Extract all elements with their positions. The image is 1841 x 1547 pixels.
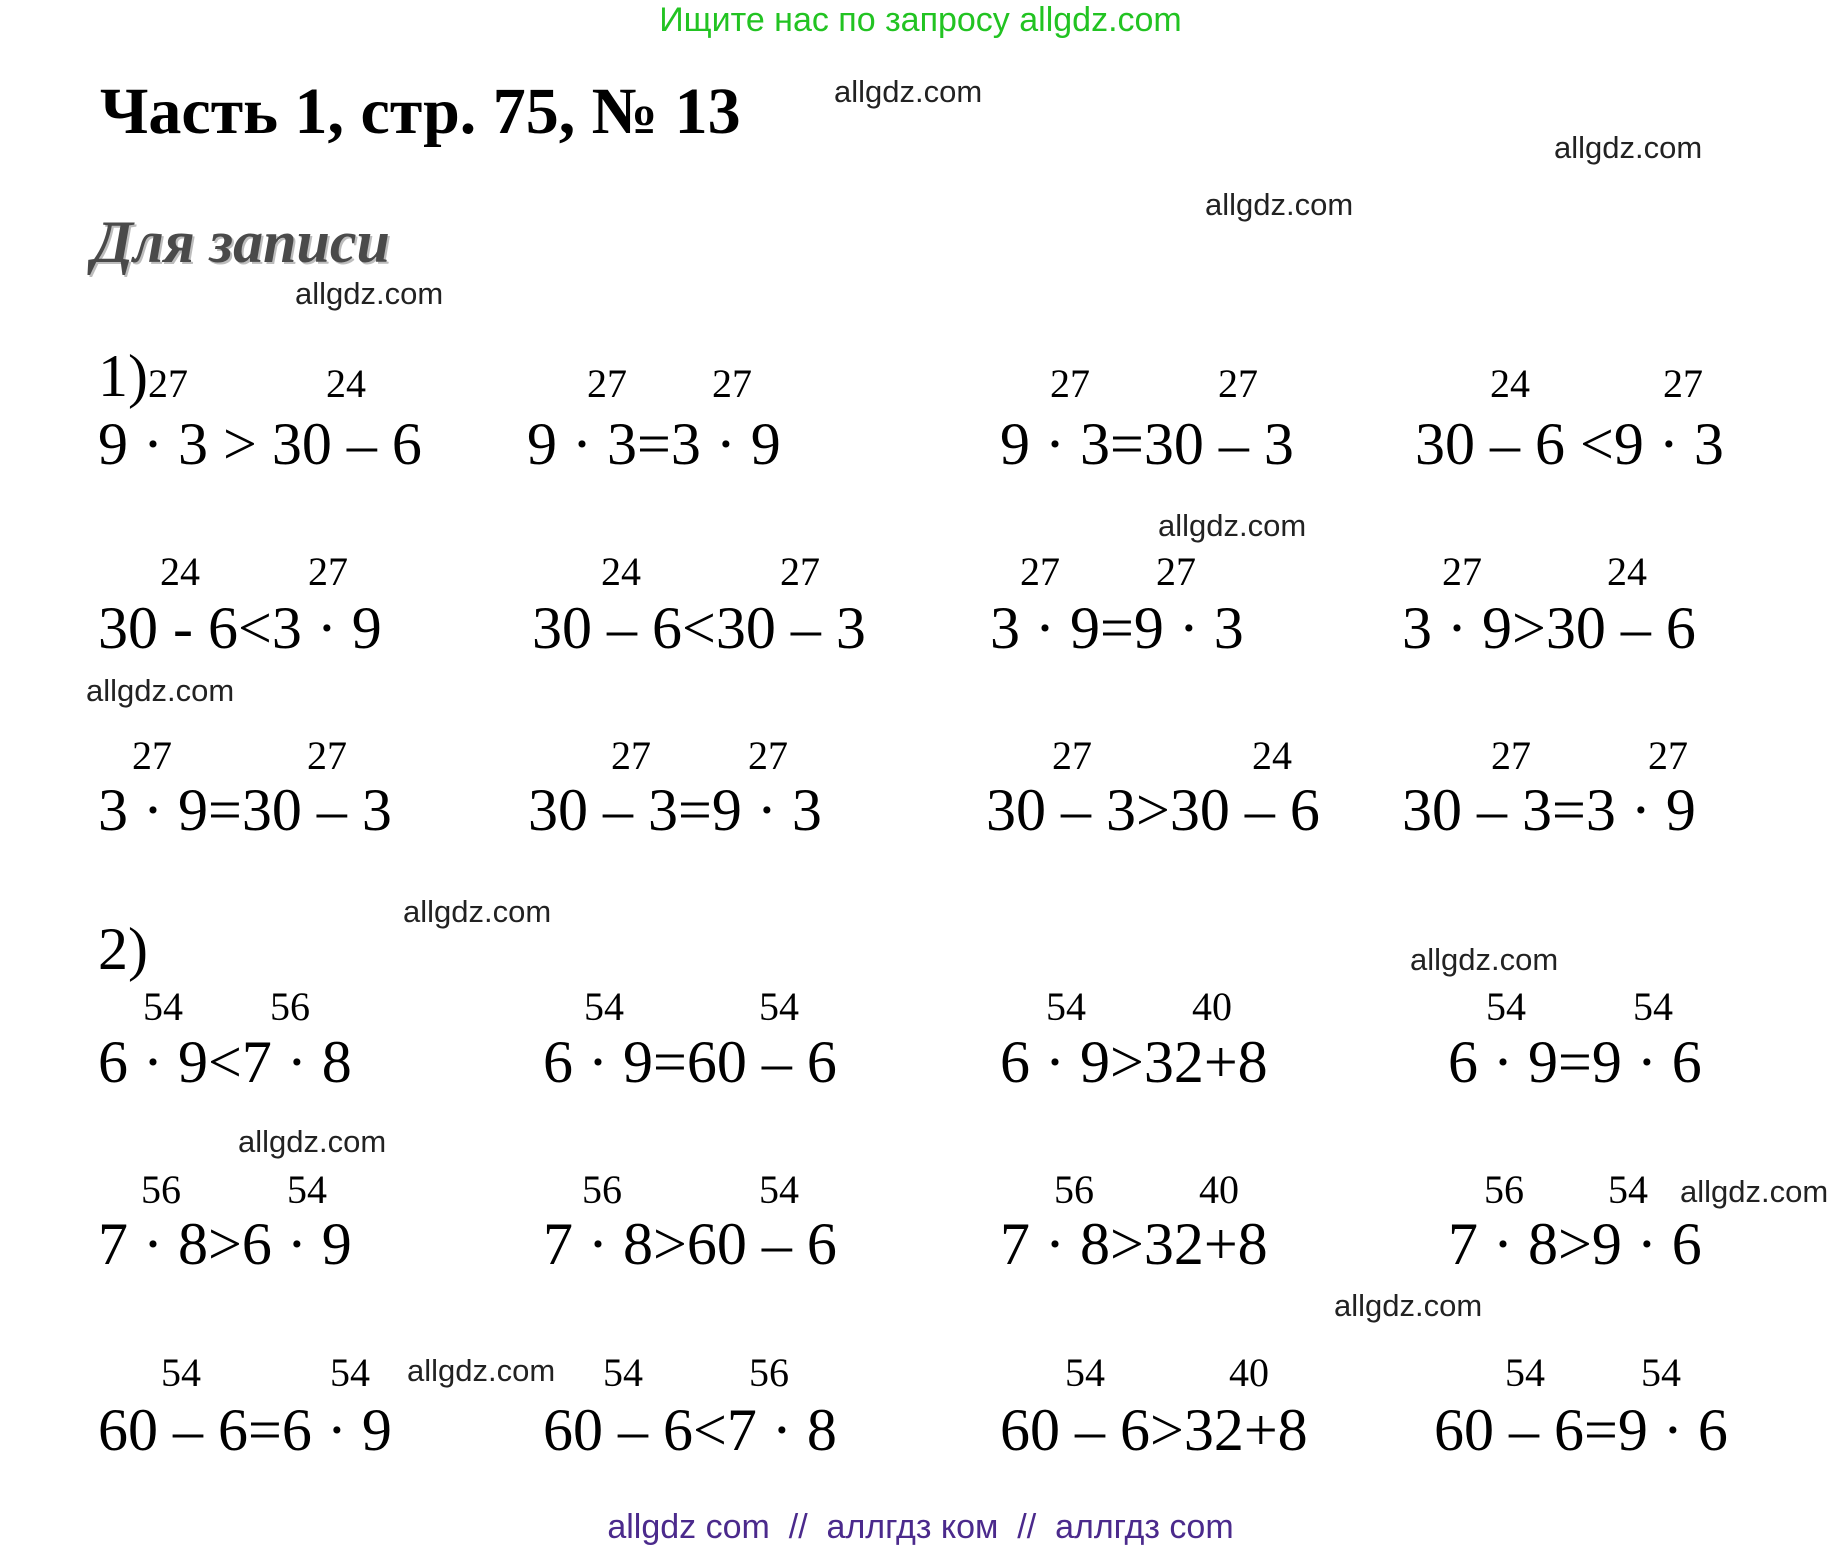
watermark: allgdz.com xyxy=(403,894,552,929)
value-label: 24 xyxy=(160,549,200,594)
value-label: 56 xyxy=(582,1167,622,1212)
value-label: 54 xyxy=(1641,1350,1681,1395)
value-label: 24 xyxy=(1252,733,1292,778)
value-label: 27 xyxy=(587,361,627,406)
value-label: 56 xyxy=(141,1167,181,1212)
comparison: 3 · 9=30 – 3 xyxy=(98,777,392,843)
watermark: allgdz.com xyxy=(238,1124,387,1159)
value-label: 24 xyxy=(601,549,641,594)
value-label: 27 xyxy=(132,733,172,778)
comparison: 60 – 6=9 · 6 xyxy=(1434,1397,1728,1463)
watermark: allgdz.com xyxy=(1554,130,1703,165)
watermark: allgdz.com xyxy=(407,1353,556,1388)
comparison: 30 – 6 <9 · 3 xyxy=(1415,411,1724,477)
comparison: 60 – 6=6 · 9 xyxy=(98,1397,392,1463)
value-label: 40 xyxy=(1229,1350,1269,1395)
value-label: 27 xyxy=(1052,733,1092,778)
watermark: allgdz.com xyxy=(1680,1174,1829,1209)
comparison: 60 – 6>32+8 xyxy=(1000,1397,1308,1463)
comparison: 30 – 3>30 – 6 xyxy=(986,777,1320,843)
value-label: 27 xyxy=(148,361,188,406)
comparison: 7 · 8>6 · 9 xyxy=(98,1211,352,1277)
comparison: 7 · 8>32+8 xyxy=(1000,1211,1268,1277)
value-label: 56 xyxy=(1484,1167,1524,1212)
comparison: 6 · 9>32+8 xyxy=(1000,1029,1268,1095)
section-mark-1: 1) xyxy=(98,343,148,409)
comparison: 30 – 3=9 · 3 xyxy=(528,777,822,843)
comparison: 6 · 9=9 · 6 xyxy=(1448,1029,1702,1095)
comparison: 3 · 9>30 – 6 xyxy=(1402,595,1696,661)
value-label: 54 xyxy=(161,1350,201,1395)
value-label: 24 xyxy=(1490,361,1530,406)
value-label: 27 xyxy=(748,733,788,778)
value-label: 27 xyxy=(712,361,752,406)
value-label: 54 xyxy=(759,1167,799,1212)
value-label: 54 xyxy=(1505,1350,1545,1395)
comparison: 9 · 3=3 · 9 xyxy=(527,411,781,477)
comparison: 9 · 3 > 30 – 6 xyxy=(98,411,422,477)
value-label: 24 xyxy=(1607,549,1647,594)
value-label: 24 xyxy=(326,361,366,406)
comparison: 30 – 6<30 – 3 xyxy=(532,595,866,661)
watermark: allgdz.com xyxy=(1205,187,1354,222)
value-label: 54 xyxy=(143,984,183,1029)
value-label: 27 xyxy=(1442,549,1482,594)
value-label: 27 xyxy=(1050,361,1090,406)
value-label: 54 xyxy=(287,1167,327,1212)
value-label: 54 xyxy=(330,1350,370,1395)
watermark: allgdz.com xyxy=(1334,1288,1483,1323)
watermark: allgdz.com xyxy=(1410,942,1559,977)
comparison: 7 · 8>60 – 6 xyxy=(543,1211,837,1277)
value-label: 27 xyxy=(1648,733,1688,778)
top-banner: Ищите нас по запросу allgdz.com xyxy=(659,1,1182,39)
value-label: 27 xyxy=(780,549,820,594)
watermark: allgdz.com xyxy=(295,276,444,311)
value-label: 54 xyxy=(603,1350,643,1395)
subtitle: Для записи xyxy=(92,209,390,275)
comparison: 30 - 6<3 · 9 xyxy=(98,595,382,661)
value-label: 56 xyxy=(749,1350,789,1395)
value-label: 40 xyxy=(1199,1167,1239,1212)
comparison: 9 · 3=30 – 3 xyxy=(1000,411,1294,477)
footer-links: allgdz com // аллгдз ком // аллгдз com xyxy=(607,1508,1234,1546)
value-label: 27 xyxy=(1491,733,1531,778)
watermark: allgdz.com xyxy=(86,673,235,708)
comparison: 6 · 9=60 – 6 xyxy=(543,1029,837,1095)
comparison: 30 – 3=3 · 9 xyxy=(1402,777,1696,843)
section-mark-2: 2) xyxy=(98,916,148,982)
comparison: 7 · 8>9 · 6 xyxy=(1448,1211,1702,1277)
watermark: allgdz.com xyxy=(1158,508,1307,543)
value-label: 27 xyxy=(611,733,651,778)
value-label: 54 xyxy=(1065,1350,1105,1395)
value-label: 54 xyxy=(759,984,799,1029)
value-label: 27 xyxy=(308,549,348,594)
comparison: 6 · 9<7 · 8 xyxy=(98,1029,352,1095)
value-label: 54 xyxy=(1046,984,1086,1029)
value-label: 54 xyxy=(1633,984,1673,1029)
watermark: allgdz.com xyxy=(834,74,983,109)
page-title: Часть 1, стр. 75, № 13 xyxy=(100,75,741,148)
value-label: 56 xyxy=(1054,1167,1094,1212)
value-label: 27 xyxy=(1663,361,1703,406)
comparison: 60 – 6<7 · 8 xyxy=(543,1397,837,1463)
comparison: 3 · 9=9 · 3 xyxy=(990,595,1244,661)
value-label: 27 xyxy=(1020,549,1060,594)
value-label: 27 xyxy=(307,733,347,778)
value-label: 54 xyxy=(584,984,624,1029)
value-label: 27 xyxy=(1156,549,1196,594)
value-label: 54 xyxy=(1608,1167,1648,1212)
value-label: 56 xyxy=(270,984,310,1029)
value-label: 40 xyxy=(1192,984,1232,1029)
value-label: 54 xyxy=(1486,984,1526,1029)
value-label: 27 xyxy=(1218,361,1258,406)
